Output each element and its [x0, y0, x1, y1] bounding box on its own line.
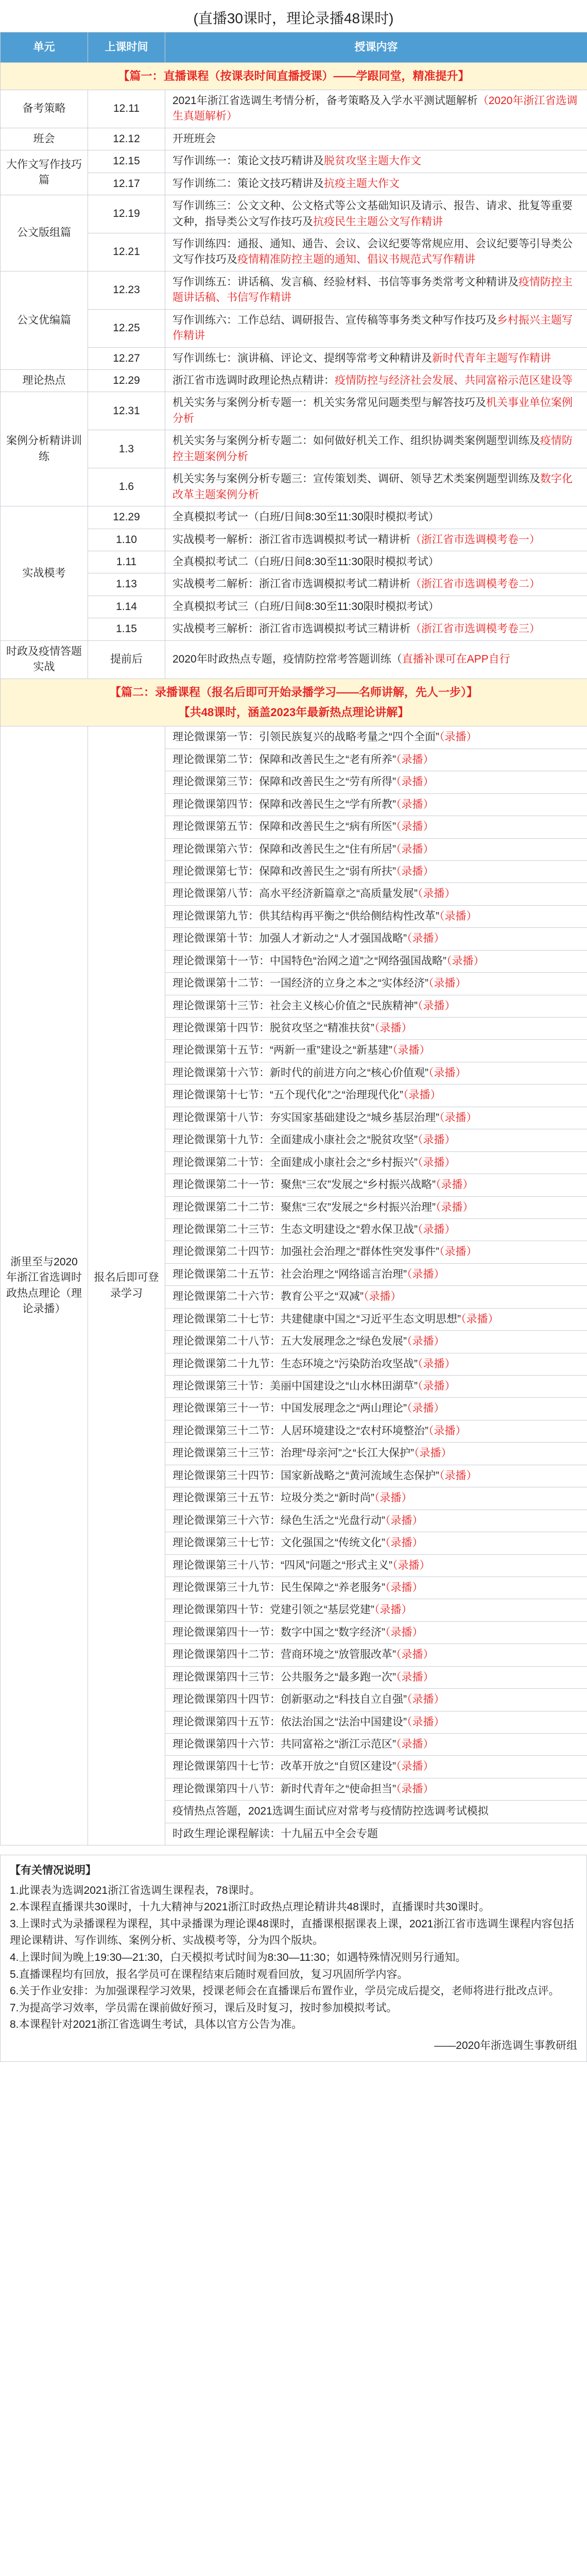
content-cell	[165, 771, 587, 793]
content-cell	[165, 1621, 587, 1643]
content-text: 理论微课第二十四节：加强社会治理之“群体性突发事件”	[172, 1246, 439, 1258]
content-cell	[165, 1823, 587, 1845]
content-text: 理论微课第十节：加强人才新动之“人才强国战略”	[172, 933, 407, 945]
table-row	[1, 506, 587, 529]
content-highlight: （录播）	[396, 776, 434, 788]
content-text: 实战模考三解析：浙江省市选调模拟考试三精讲析	[172, 623, 410, 635]
content-cell	[165, 816, 587, 838]
content-highlight: （录播）	[403, 1089, 441, 1101]
content-cell	[165, 90, 587, 128]
content-text: 理论微课第二十二节：聚焦“三农”发展之“乡村振兴治理”	[172, 1201, 436, 1213]
content-cell	[165, 468, 587, 506]
content-cell	[165, 596, 587, 618]
content-cell	[165, 905, 587, 927]
content-cell	[165, 195, 587, 233]
content-highlight: （录播）	[439, 1246, 477, 1258]
notes-line: 3.上课时式为录播课程为课程，其中录播课为理论课48课时，直播课根据课表上课，2021浙江省市选调生课程内容包括理论课精讲、写作训练、案例分析、实战模考等，分为四个版块。	[10, 1918, 574, 1947]
content-cell	[165, 1801, 587, 1823]
content-highlight: （录播）	[396, 843, 434, 855]
content-highlight: （录播）	[428, 1066, 467, 1079]
content-cell	[165, 1263, 587, 1285]
content-highlight: （录播）	[396, 798, 434, 810]
content-text: 浙江省市选调时政理论热点精讲：	[172, 375, 335, 387]
content-highlight: （录播）	[460, 1313, 499, 1325]
content-text: 写作训练三：公文文种、公文格式等公文基础知识及请示、报告、请求、批复等重要文种，指导类公文写作技巧及	[172, 200, 573, 228]
content-cell	[165, 1644, 587, 1666]
content-highlight: 乡村振兴主题写作精讲	[172, 314, 573, 342]
content-cell	[165, 1510, 587, 1532]
content-text: 理论微课第四十六节：共同富裕之“浙江示范区”	[172, 1738, 396, 1751]
content-text: 理论微课第四节：保障和改善民生之“学有所教”	[172, 798, 396, 810]
date-cell: 12.31	[88, 392, 165, 430]
content-text: 理论微课第十四节：脱贫攻坚之“精准扶贫”	[172, 1022, 374, 1035]
content-cell	[165, 506, 587, 529]
content-text: 理论微课第四十三节：公共服务之“最多跑一次”	[172, 1671, 396, 1683]
content-cell	[165, 838, 587, 860]
content-text: 理论微课第四十二节：营商环境之“放管服改革”	[172, 1649, 396, 1661]
content-highlight: （录播）	[428, 1425, 467, 1437]
content-text: 理论微课第三十节：美丽中国建设之“山水林田湖草”	[172, 1380, 418, 1393]
header-row	[1, 32, 587, 63]
content-highlight: （录播）	[396, 1783, 434, 1795]
table-row	[1, 173, 587, 195]
date-cell: 1.6	[88, 468, 165, 506]
content-cell	[165, 1107, 587, 1129]
date-cell: 1.3	[88, 430, 165, 468]
content-highlight: （录播）	[435, 1179, 474, 1191]
content-text: 理论微课第二节：保障和改善民生之“老有所养”	[172, 753, 396, 766]
content-text: 写作训练五：讲话稿、发言稿、经验材料、书信等事务类常考文种精讲及	[172, 276, 519, 288]
date-cell: 报名后即可登录学习	[88, 726, 165, 1845]
section-header-live	[1, 63, 587, 90]
content-highlight: （浙江省市选调模考卷三）	[410, 623, 540, 635]
content-cell	[165, 1286, 587, 1308]
content-highlight: （录播）	[439, 731, 477, 743]
content-highlight: （录播）	[407, 1716, 445, 1728]
content-text: 理论微课第二十九节：生态环境之“污染防治攻坚战”	[172, 1358, 418, 1370]
content-cell	[165, 551, 587, 573]
table-row	[1, 618, 587, 640]
notes-line: 7.为提高学习效率，学员需在课前做好预习，课后及时复习，按时参加模拟考试。	[10, 2002, 398, 2014]
content-highlight: （录播）	[417, 999, 456, 1012]
content-highlight: （录播）	[407, 933, 445, 945]
content-cell	[165, 1129, 587, 1151]
header-date: 上课时间	[88, 32, 165, 63]
page-title: (直播30课时，理论录播48课时)	[193, 10, 394, 26]
content-text: 实战模考一解析：浙江省市选调模拟考试一精讲析	[172, 533, 410, 546]
content-text: 实战模考二解析：浙江省市选调模拟考试二精讲析	[172, 578, 410, 590]
notes-line: 8.本课程针对2021浙江省选调生考试，具体以官方公告为准。	[10, 2019, 303, 2031]
content-highlight: 疫情防控与经济社会发展、共同富裕示范区建设等	[335, 375, 573, 387]
content-highlight: （录播）	[385, 1537, 423, 1549]
content-highlight: （录播）	[392, 1044, 430, 1057]
table-row	[1, 90, 587, 128]
content-highlight: （录播）	[417, 1223, 456, 1235]
content-text: 理论微课第六节：保障和改善民生之“住有所居”	[172, 843, 396, 855]
table-row	[1, 573, 587, 596]
content-text: 理论微课第二十六节：教育公平之“双减”	[172, 1291, 364, 1303]
content-text: 理论微课第三十三节：治理“母亲河”之“长江大保护”	[172, 1447, 414, 1460]
content-highlight: （录播）	[417, 1358, 456, 1370]
notes-signature: ——2020年浙选调生事教研组	[434, 2039, 577, 2052]
date-cell: 提前后	[88, 640, 165, 679]
content-text: 机关实务与案例分析专题一：机关实务常见问题类型与解答技巧及	[172, 397, 486, 409]
notes-line: 1.此课表为选调2021浙江省选调生课程表，78课时。	[10, 1884, 261, 1896]
content-highlight: （录播）	[417, 1134, 456, 1146]
content-cell	[165, 883, 587, 905]
date-cell: 12.29	[88, 506, 165, 529]
content-highlight: （录播）	[407, 1335, 445, 1348]
content-text: 疫情热点答题，2021选调生面试应对常考与疫情防控选调考试模拟	[172, 1805, 489, 1818]
content-highlight: 疫情防控主题案例分析	[172, 435, 573, 463]
content-text: 全真模拟考试二（白班/日间8:30至11:30限时模拟考试）	[172, 555, 439, 568]
content-text: 理论微课第三十九节：民生保障之“养老服务”	[172, 1581, 385, 1594]
content-cell	[165, 1241, 587, 1263]
content-text: 理论微课第十六节：新时代的前进方向之“核心价值观”	[172, 1066, 428, 1079]
content-highlight: （录播）	[417, 1156, 456, 1168]
content-cell	[165, 347, 587, 369]
date-cell: 12.29	[88, 370, 165, 392]
content-cell	[165, 640, 587, 679]
content-highlight: （录播）	[396, 1649, 434, 1661]
content-cell	[165, 726, 587, 749]
content-cell	[165, 573, 587, 596]
content-text: 开班班会	[172, 132, 216, 145]
content-cell	[165, 1018, 587, 1040]
content-text: 理论微课第七节：保障和改善民生之“弱有所扶”	[172, 865, 396, 877]
content-text: 写作训练七：演讲稿、评论文、提纲等常考文种精讲及	[172, 352, 432, 364]
content-text: 写作训练六：工作总结、调研报告、宣传稿等事务类文种写作技巧及	[172, 314, 497, 326]
table-row	[1, 128, 587, 150]
content-cell	[165, 1577, 587, 1599]
content-cell	[165, 1689, 587, 1711]
unit-cell: 时政及疫情答题实战	[1, 640, 88, 679]
content-text: 理论微课第三十八节：“四风”问题之“形式主义”	[172, 1559, 392, 1571]
date-cell: 12.23	[88, 271, 165, 309]
content-cell	[165, 1084, 587, 1107]
table-row	[1, 233, 587, 271]
content-highlight: 数字化改革主题案例分析	[172, 473, 573, 501]
schedule-table	[0, 32, 587, 1845]
content-highlight: （录播）	[413, 1447, 452, 1460]
content-text: 理论微课第四十八节：新时代青年之“使命担当”	[172, 1783, 396, 1795]
content-cell	[165, 1353, 587, 1375]
unit-cell: 大作文写作技巧篇	[1, 150, 88, 195]
content-highlight: （录播）	[396, 753, 434, 766]
content-highlight: （2020年浙江省选调生真题解析）	[172, 94, 578, 123]
content-text: 写作训练四：通报、通知、通告、会议、会议纪要等常规应用、会议纪要等引导类公文写作技巧及	[172, 238, 573, 266]
content-text: 理论微课第二十三节：生态文明建设之“碧水保卫战”	[172, 1223, 418, 1235]
live-section	[1, 63, 587, 679]
content-text: 理论微课第三十五节：垃圾分类之“新时尚”	[172, 1492, 374, 1504]
table-row	[1, 309, 587, 347]
content-highlight: （录播）	[396, 865, 434, 877]
content-cell	[165, 1308, 587, 1330]
unit-cell: 案例分析精讲训练	[1, 392, 88, 506]
table-row	[1, 468, 587, 506]
content-text: 理论微课第四十一节：数字中国之“数字经济”	[172, 1626, 385, 1638]
content-text: 理论微课第四十七节：改革开放之“自贸区建设”	[172, 1760, 396, 1773]
content-cell	[165, 1331, 587, 1353]
unit-cell: 公文版组篇	[1, 195, 88, 272]
header-content: 授课内容	[165, 32, 587, 63]
content-highlight: （录播）	[439, 1469, 477, 1482]
unit-cell: 浙里至与2020年浙江省选调时政热点理论（理论录播）	[1, 726, 88, 1845]
content-text: 理论微课第二十八节：五大发展理念之“绿色发展”	[172, 1335, 407, 1348]
content-cell	[165, 793, 587, 816]
content-highlight: （浙江省市选调模考卷一）	[410, 533, 540, 546]
content-cell	[165, 173, 587, 195]
content-highlight: 疫情防控主题讲话稿、书信写作精讲	[172, 276, 573, 304]
content-cell	[165, 1040, 587, 1062]
content-text: 理论微课第三十一节：中国发展理念之“两山理论”	[172, 1402, 407, 1415]
content-text: 理论微课第二十节：全面建成小康社会之“乡村振兴”	[172, 1156, 418, 1168]
content-text: 理论微课第四十五节：依法治国之“法治中国建设”	[172, 1716, 407, 1728]
table-row	[1, 150, 587, 173]
content-text: 机关实务与案例分析专题二：如何做好机关工作、组织协调类案例题型训练及	[172, 435, 540, 447]
content-highlight: （浙江省市选调模考卷二）	[410, 578, 540, 590]
content-cell	[165, 271, 587, 309]
date-cell: 12.12	[88, 128, 165, 150]
content-cell	[165, 1532, 587, 1554]
content-highlight: 机关事业单位案例分析	[172, 397, 573, 425]
content-text: 理论微课第十八节：夯实国家基础建设之“城乡基层治理”	[172, 1111, 439, 1124]
content-text: 2020年时政热点专题，疫情防控常考答题训练（	[172, 653, 402, 665]
content-highlight: （录播）	[396, 1671, 434, 1683]
content-cell	[165, 128, 587, 150]
date-cell: 12.11	[88, 90, 165, 128]
content-cell	[165, 860, 587, 883]
date-cell: 1.14	[88, 596, 165, 618]
content-highlight: （录播）	[417, 1380, 456, 1393]
table-row	[1, 430, 587, 468]
content-text: 理论微课第十二节：一国经济的立身之本之“实体经济”	[172, 977, 428, 990]
content-text: 理论微课第十一节：中国特色“治网之道”之“网络强国战略”	[172, 955, 446, 967]
content-highlight: （录播）	[374, 1022, 412, 1035]
table-row	[1, 370, 587, 392]
content-highlight: （录播）	[385, 1626, 423, 1638]
unit-cell: 班会	[1, 128, 88, 150]
content-text: 理论微课第三十四节：国家新战略之“黄河流域生态保护”	[172, 1469, 439, 1482]
content-cell	[165, 430, 587, 468]
content-cell	[165, 1398, 587, 1420]
content-text: 全真模拟考试一（白班/日间8:30至11:30限时模拟考试）	[172, 511, 439, 523]
notes-line: 2.本课程直播课共30课时，十九大精神与2021浙江时政热点理论精讲共48课时，直播课时共30课时。	[10, 1901, 490, 1913]
content-text: 理论微课第三十六节：绿色生活之“光盘行动”	[172, 1514, 385, 1527]
content-highlight: （录播）	[439, 1111, 477, 1124]
content-cell	[165, 309, 587, 347]
content-cell	[165, 1599, 587, 1621]
content-cell	[165, 529, 587, 551]
section-header-recorded	[1, 679, 587, 726]
content-cell	[165, 370, 587, 392]
content-cell	[165, 1196, 587, 1218]
notes-box	[0, 1855, 587, 2062]
table-row	[1, 347, 587, 369]
content-highlight: （录播）	[407, 1268, 445, 1280]
content-highlight: 抗疫民生主题公文写作精讲	[313, 215, 443, 228]
table-row	[1, 640, 587, 679]
content-cell	[165, 1062, 587, 1084]
content-cell	[165, 1756, 587, 1778]
content-text: 理论微课第三十七节：文化强国之“传统文化”	[172, 1537, 385, 1549]
content-highlight: （录播）	[439, 910, 477, 922]
content-text: 理论微课第四十节：党建引领之“基层党建”	[172, 1604, 374, 1616]
content-highlight: （录播）	[392, 1559, 430, 1571]
header-unit: 单元	[1, 32, 88, 63]
content-cell	[165, 928, 587, 950]
content-highlight: 疫情精准防控主题的通知、倡议书规范式写作精讲	[237, 253, 475, 266]
content-highlight: 抗疫主题大作文	[324, 177, 400, 190]
section2-subtitle: 【共48课时，涵盖2023年最新热点理论讲解】	[178, 706, 409, 719]
notes-list	[10, 1883, 577, 2033]
notes-line: 6.关于作业安排：为加强课程学习效果，授课老师会在直播课后布置作业，学员完成后提交，老师将进行批改点评。	[10, 1985, 560, 1997]
section1-title: 【篇一：直播课程（按课表时间直播授课）——学跟同堂，精准提升】	[118, 70, 470, 82]
date-cell: 12.25	[88, 309, 165, 347]
content-text: 理论微课第十三节：社会主义核心价值之“民族精神”	[172, 999, 418, 1012]
content-cell	[165, 1376, 587, 1398]
content-text: 时政生理论课程解读：十九届五中全会专题	[172, 1827, 378, 1840]
content-highlight: 直播补课可在APP自行	[402, 653, 510, 665]
content-text: 理论微课第十五节：“两新一重”建设之“新基建”	[172, 1044, 392, 1057]
content-cell	[165, 1151, 587, 1174]
content-text: 理论微课第四十四节：创新驱动之“科技自立自强”	[172, 1693, 407, 1706]
content-text: 理论微课第五节：保障和改善民生之“病有所医”	[172, 821, 396, 833]
content-highlight: （录播）	[428, 977, 467, 990]
content-highlight: （录播）	[385, 1581, 423, 1594]
content-text: 理论微课第八节：高水平经济新篇章之“高质量发展”	[172, 888, 418, 900]
content-cell	[165, 1554, 587, 1577]
date-cell: 12.21	[88, 233, 165, 271]
unit-cell: 备考策略	[1, 90, 88, 128]
content-text: 写作训练二：策论文技巧精讲及	[172, 177, 324, 190]
content-text: 机关实务与案例分析专题三：宣传策划类、调研、领导艺术类案例题型训练及	[172, 473, 540, 485]
content-cell	[165, 618, 587, 640]
date-cell: 1.13	[88, 573, 165, 596]
date-cell: 12.19	[88, 195, 165, 233]
content-cell	[165, 1666, 587, 1688]
content-text: 理论微课第三十二节：人居环境建设之“农村环境整治”	[172, 1425, 428, 1437]
table-row	[1, 551, 587, 573]
date-cell: 1.15	[88, 618, 165, 640]
content-cell	[165, 1174, 587, 1196]
content-cell	[165, 1711, 587, 1733]
content-text: 全真模拟考试三（白班/日间8:30至11:30限时模拟考试）	[172, 600, 439, 613]
date-cell: 12.15	[88, 150, 165, 173]
unit-cell: 实战模考	[1, 506, 88, 641]
notes-line: 4.上课时间为晚上19:30—21:30，白天模拟考试时间为8:30—11:30；如遇特殊情况则另行通知。	[10, 1951, 467, 1963]
table-row	[1, 195, 587, 233]
date-cell: 12.27	[88, 347, 165, 369]
content-highlight: （录播）	[407, 1402, 445, 1415]
unit-cell: 公文优编篇	[1, 271, 88, 369]
unit-cell: 理论热点	[1, 370, 88, 392]
content-cell	[165, 150, 587, 173]
content-highlight: （录播）	[407, 1693, 445, 1706]
content-highlight: （录播）	[446, 955, 485, 967]
content-text: 理论微课第十七节：“五个现代化”之“治理现代化”	[172, 1089, 403, 1101]
content-cell	[165, 973, 587, 995]
table-row	[1, 392, 587, 430]
notes-title: 【有关情况说明】	[10, 1865, 96, 1877]
content-cell	[165, 1465, 587, 1487]
content-text: 写作训练一：策论文技巧精讲及	[172, 155, 324, 167]
content-cell	[165, 995, 587, 1017]
content-highlight: （录播）	[396, 1738, 434, 1751]
content-highlight: （录播）	[396, 821, 434, 833]
table-row	[1, 271, 587, 309]
content-cell	[165, 1778, 587, 1800]
content-highlight: （录播）	[374, 1492, 412, 1504]
content-highlight: （录播）	[374, 1604, 412, 1616]
table-row	[1, 726, 587, 749]
content-cell	[165, 392, 587, 430]
content-text: 2021年浙江省选调生考情分析，备考策略及入学水平测试题解析	[172, 94, 478, 107]
content-text: 理论微课第九节：供其结构再平衡之“供给侧结构性改革”	[172, 910, 439, 922]
content-highlight: （录播）	[396, 1760, 434, 1773]
notes-line: 5.直播课程均有回放，报名学员可在课程结束后随时观看回放，复习巩固所学内容。	[10, 1968, 408, 1980]
content-highlight: （录播）	[417, 888, 456, 900]
table-row	[1, 596, 587, 618]
content-highlight: （录播）	[435, 1201, 474, 1213]
content-highlight: （录播）	[385, 1514, 423, 1527]
section2-title: 【篇二：录播课程（报名后即可开始录播学习——名师讲解，先人一步）】	[109, 685, 478, 699]
content-cell	[165, 950, 587, 972]
content-cell	[165, 1487, 587, 1510]
content-cell	[165, 233, 587, 271]
content-text: 理论微课第十九节：全面建成小康社会之“脱贫攻坚”	[172, 1134, 418, 1146]
date-cell: 1.10	[88, 529, 165, 551]
content-cell	[165, 749, 587, 771]
table-row	[1, 529, 587, 551]
content-cell	[165, 1443, 587, 1465]
content-text: 理论微课第三节：保障和改善民生之“劳有所得”	[172, 776, 396, 788]
content-text: 理论微课第二十一节：聚焦“三农”发展之“乡村振兴战略”	[172, 1179, 436, 1191]
content-cell	[165, 1734, 587, 1756]
content-text: 理论微课第二十五节：社会治理之“网络谣言治理”	[172, 1268, 407, 1280]
content-highlight: （录播）	[364, 1291, 402, 1303]
content-highlight: 脱贫攻坚主题大作文	[324, 155, 421, 167]
content-text: 理论微课第二十七节：共建健康中国之“习近平生态文明思想”	[172, 1313, 461, 1325]
content-highlight: 新时代青年主题写作精讲	[432, 352, 551, 364]
content-cell	[165, 1420, 587, 1442]
date-cell: 1.11	[88, 551, 165, 573]
content-text: 理论微课第一节：引领民族复兴的战略考量之“四个全面”	[172, 731, 439, 743]
date-cell: 12.17	[88, 173, 165, 195]
content-cell	[165, 1218, 587, 1241]
recorded-section	[1, 679, 587, 1845]
